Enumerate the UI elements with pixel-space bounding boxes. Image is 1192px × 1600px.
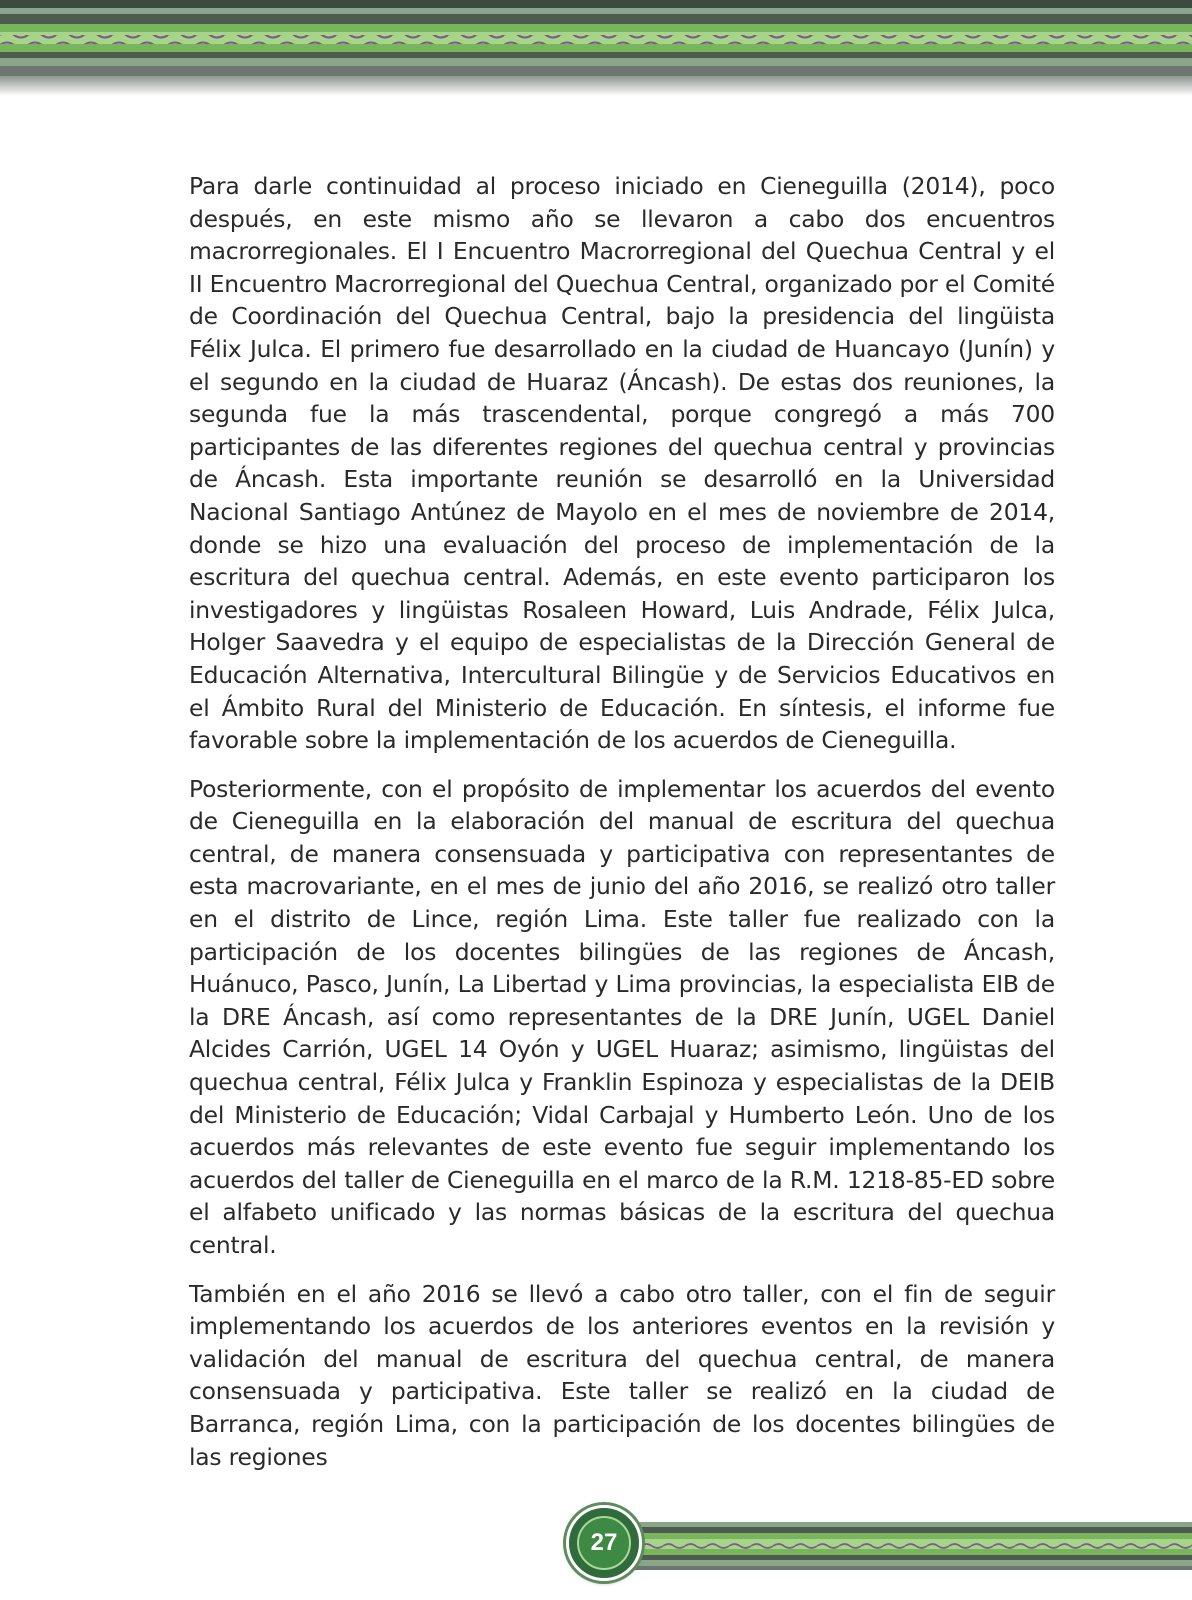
footer-decorative-band	[575, 1510, 1192, 1580]
document-body	[189, 170, 1055, 1489]
top-decorative-band	[0, 0, 1192, 100]
page-number-badge	[566, 1505, 642, 1581]
paragraph-1: Para darle continuidad al proceso iniciado en Cieneguilla (2014), poco después, en este mismo año se llevaron a cabo dos encuentros macrorregionales. El I Encuentro Macrorregional del Quechua Central y el II Encuentro Macrorregional del Quechua Central, organizado por el Comité de Coordinación del Quechua Central, bajo la presidencia del lingüista Félix Julca. El primero fue desarrollado en la ciudad de Huancayo (Junín) y el segundo en la ciudad de Huaraz (Áncash). De estas dos reuniones, la segunda fue la más trascendental, porque congregó a más 700 participantes de las diferentes regiones del quechua central y provincias de Áncash. Esta importante reunión se desarrolló en la Universidad Nacional Santiago Antúnez de Mayolo en el mes de noviembre de 2014, donde se hizo una evaluación del proceso de implementación de la escritura del quechua central. Además, en este evento participaron los investigadores y lingüistas Rosaleen Howard, Luis Andrade, Félix Julca, Holger Saavedra y el equipo de especialistas de la Dirección General de Educación Alternativa, Intercultural Bilingüe y de Servicios Educativos en el Ámbito Rural del Ministerio de Educación. En síntesis, el informe fue favorable sobre la implementación de los acuerdos de Cieneguilla.	[189, 172, 1055, 755]
paragraph-3: También en el año 2016 se llevó a cabo otro taller, con el fin de seguir implementando los acuerdos de los anteriores eventos en la revisión y validación del manual de escritura del quechua central, de manera consensuada y participativa. Este taller se realizó en la ciudad de Barranca, región Lima, con la participación de los docentes bilingües de las regiones	[189, 1279, 1055, 1471]
page-number-circle	[577, 1516, 631, 1570]
page-number: 27	[590, 1529, 618, 1556]
paragraph-2: Posteriormente, con el propósito de implementar los acuerdos del evento de Cieneguilla en la elaboración del manual de escritura del quechua central, de manera consensuada y participativa con representantes de esta macrovariante, en el mes de junio del año 2016, se realizó otro taller en el distrito de Lince, región Lima. Este taller fue realizado con la participación de los docentes bilingües de las regiones de Áncash, Huánuco, Pasco, Junín, La Libertad y Lima provincias, la especialista EIB de la DRE Áncash, así como representantes de la DRE Junín, UGEL Daniel Alcides Carrión, UGEL 14 Oyón y UGEL Huaraz; asimismo, lingüistas del quechua central, Félix Julca y Franklin Espinoza y especialistas de la DEIB del Ministerio de Educación; Vidal Carbajal y Humberto León. Uno de los acuerdos más relevantes de este evento fue seguir implementando los acuerdos del taller de Cieneguilla en el marco de la R.M. 1218-85-ED sobre el alfabeto unificado y las normas básicas de la escritura del quechua central.	[189, 774, 1055, 1259]
